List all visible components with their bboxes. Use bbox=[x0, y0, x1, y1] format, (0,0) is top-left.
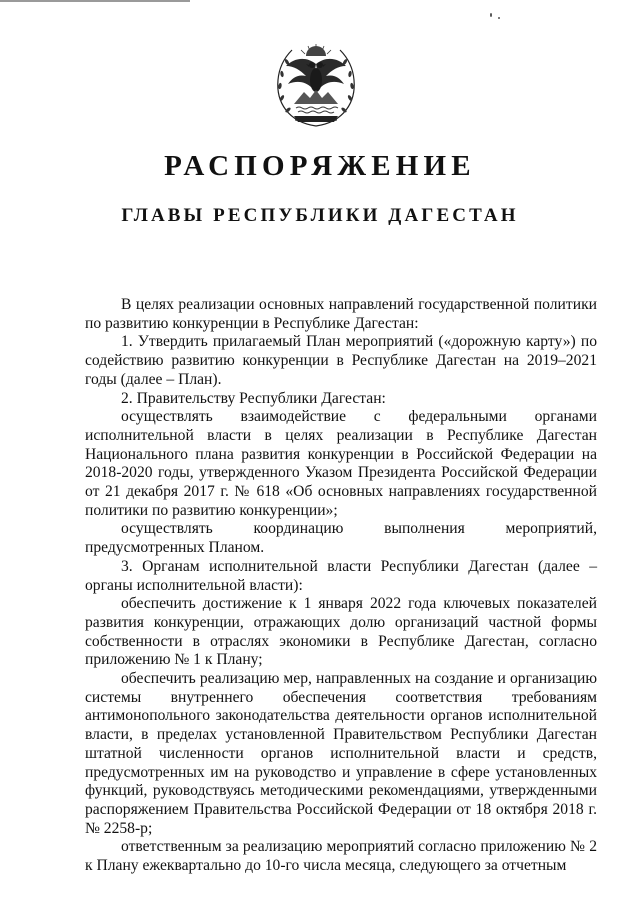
document-title: РАСПОРЯЖЕНИЕ bbox=[164, 150, 476, 182]
body-paragraph: ответственным за реализацию мероприятий согласно приложению № 2 к Плану ежеквартально до 10-го числа месяца, следующего за отчетным bbox=[85, 838, 597, 875]
document-body bbox=[85, 296, 597, 876]
body-paragraph: 1. Утвердить прилагаемый План мероприятий («дорожную карту») по содействию развитию конкуренции в Республике Дагестан на 2019–2021 годы (далее – План). bbox=[85, 333, 597, 388]
body-paragraph: обеспечить реализацию мер, направленных на создание и организацию системы внутреннего обеспечения соответствия требованиям антимонопольного законодательства деятельности органов исполнительной власти, в пределах установленной Правительством Республики Дагестан штатной численности органов исполнительной власти и средств, предусмотренных им на руководство и управление в сфере установленных функций, руководствуясь методическими рекомендациями, утвержденными распоряжением Правительства Российской Федерации от 18 октября 2018 г. № 2258-р; bbox=[85, 670, 597, 837]
body-paragraph: В целях реализации основных направлений государственной политики по развитию конкуренции в Республике Дагестан: bbox=[85, 296, 597, 332]
scan-speck bbox=[498, 17, 500, 19]
body-paragraph: осуществлять координацию выполнения мероприятий, предусмотренных Планом. bbox=[85, 520, 597, 557]
scan-speck bbox=[490, 13, 492, 17]
scan-edge-line bbox=[0, 0, 190, 2]
coat-of-arms-icon bbox=[270, 40, 362, 130]
body-paragraph: 2. Правительству Республики Дагестан: bbox=[121, 389, 386, 407]
body-paragraph: осуществлять взаимодействие с федеральными органами исполнительной власти в целях реализации в Республике Дагестан Национального плана развития конкуренции в Российской Федерации на 2018-2020 годы, утвержденного Указом Президента Российской Федерации от 21 декабря 2017 г. № 618 «Об основных направлениях государственной политики по развитию конкуренции»; bbox=[85, 408, 597, 519]
body-paragraph: 3. Органам исполнительной власти Республики Дагестан (далее – органы исполнительной власти): bbox=[85, 557, 597, 594]
document-subtitle: ГЛАВЫ РЕСПУБЛИКИ ДАГЕСТАН bbox=[121, 205, 519, 226]
body-paragraph: обеспечить достижение к 1 января 2022 года ключевых показателей развития конкуренции, отражающих долю организаций частной формы собственности в отраслях экономики в Республике Дагестан, согласно приложению № 1 к Плану; bbox=[85, 595, 597, 669]
